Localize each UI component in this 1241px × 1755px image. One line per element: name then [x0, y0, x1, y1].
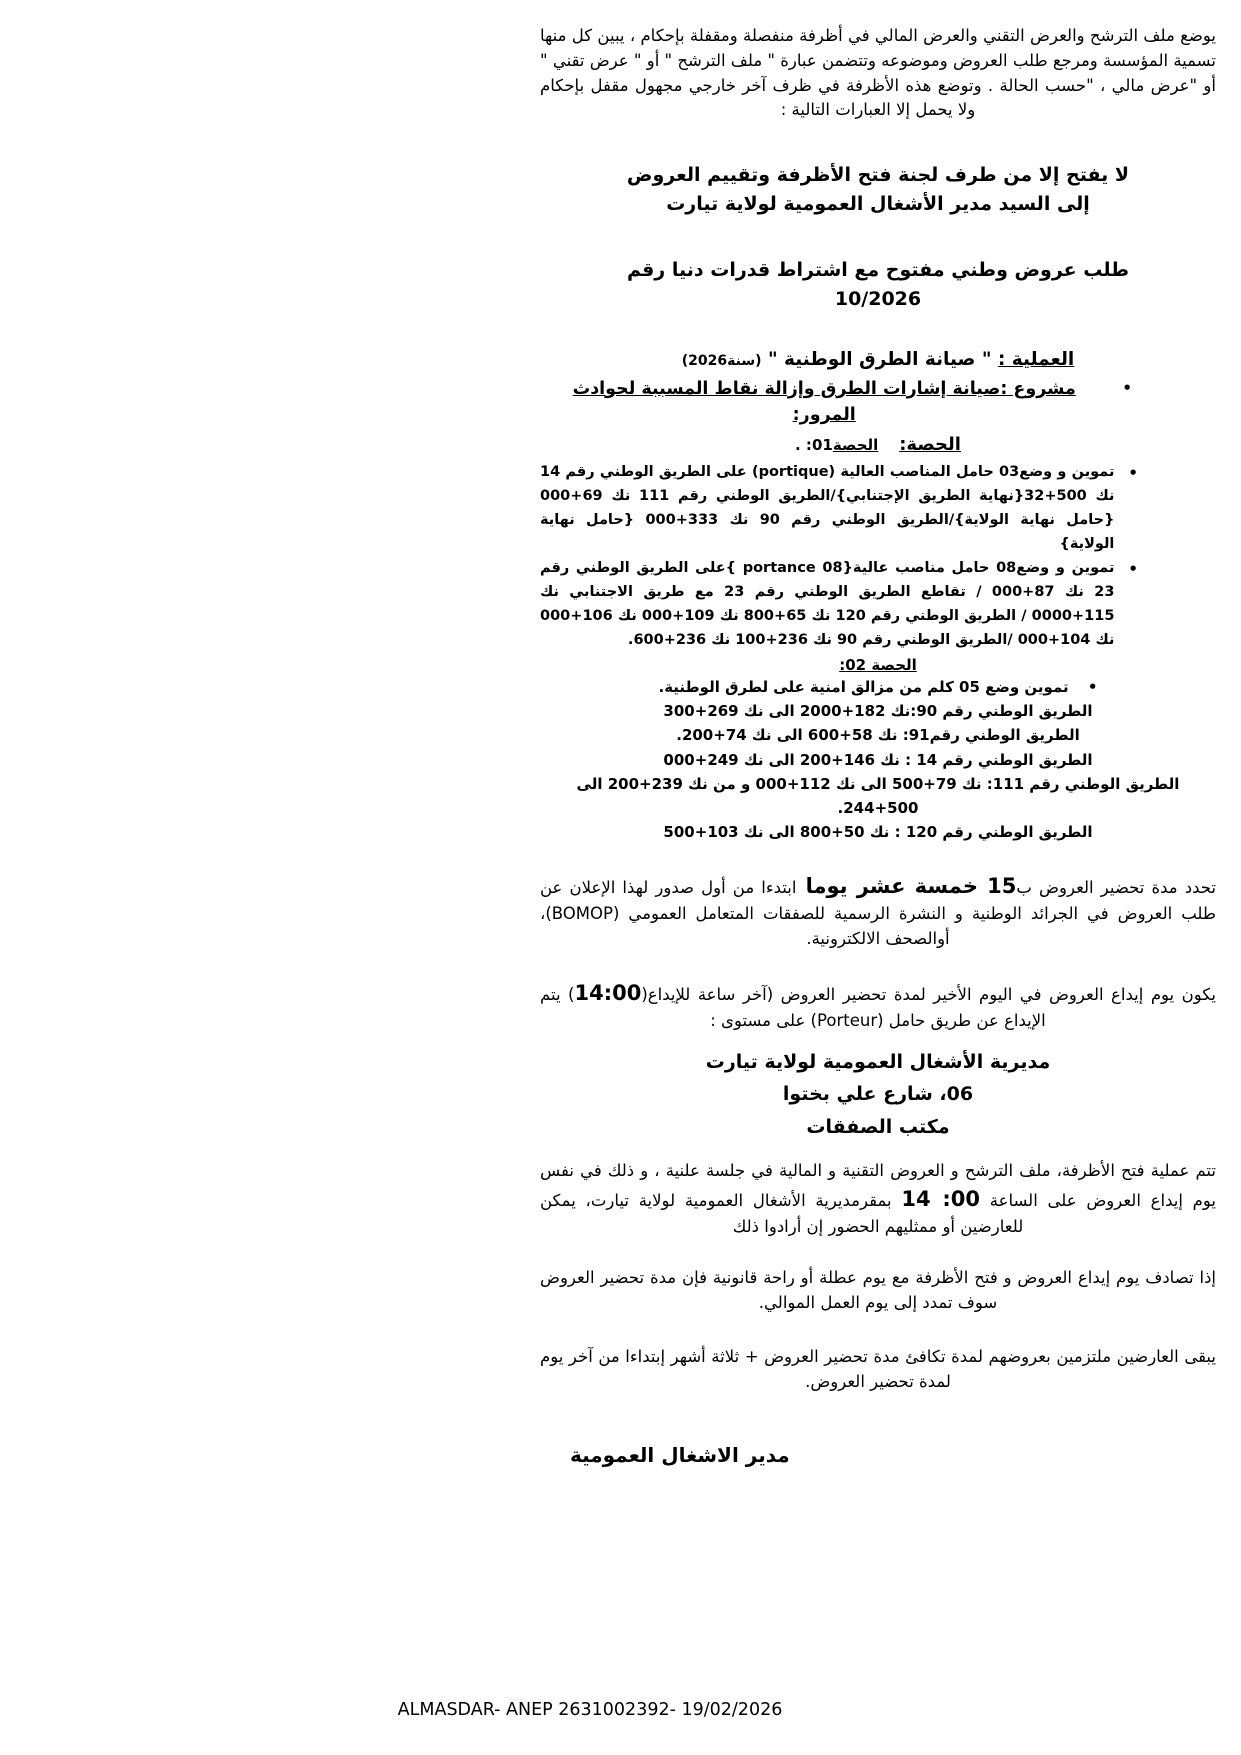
bullet-icon: •	[1087, 677, 1098, 696]
lot1-item2-text: تموين و وضع08 حامل مناصب عالية{portance 08 }على الطريق الوطني رقم 23 نك 87+000 / تقاطع الطريق الوطني رقم 23 مع طريق الاجتنابي نك 115+0000 / الطريق الوطني رقم 120 نك 65+800 نك 109+000 نك 106+000 نك 104+000 /الطريق الوطني رقم 90 نك 236+100 نك 236+600.	[540, 559, 1115, 648]
operation-heading	[540, 349, 1216, 370]
operation-label: العملية :	[997, 348, 1075, 370]
envelope-notice	[540, 161, 1216, 220]
deposit-paragraph	[540, 978, 1216, 1034]
list-item	[540, 557, 1216, 653]
deposit-pre: يكون يوم إيداع العروض في اليوم الأخير لمدة تحضير العروض (آخر ساعة للإيداع(	[641, 984, 1216, 1004]
road-line: الطريق الوطني رقم 14 : نك 146+200 الى نك 249+000	[663, 750, 1093, 769]
operation-title: " صيانة الطرق الوطنية "	[767, 348, 992, 370]
project-line2: المرور:	[792, 405, 856, 425]
envelope-notice-line1: لا يفتح إلا من طرف لجنة فتح الأظرفة وتقييم العروض	[626, 164, 1130, 186]
bullet-icon: •	[1128, 559, 1138, 578]
lot1-item1-text: تموين و وضع03 حامل المناصب العالية (portique) على الطريق الوطني رقم 14 نك 500+32{نهاية الطريق الإجتنابي}/الطريق الوطني رقم 111 نك 69+000 {حامل نهاية الولاية}/الطريق الوطني رقم 90 نك 333+000 {حامل نهاية الولاية}	[540, 464, 1115, 553]
prep-days-words: خمسة عشر يوما	[796, 873, 988, 898]
lot1-num: 01	[811, 436, 833, 455]
opening-time: 00: 14	[901, 1186, 981, 1211]
tender-title	[540, 256, 1216, 315]
address-block	[540, 1046, 1216, 1143]
bullet-icon: •	[1122, 378, 1132, 397]
project-line1: مشروع :صيانة إشارات الطرق وإزالة نقاط المسببة لحوادث	[572, 378, 1076, 399]
deposit-time: 14:00	[574, 980, 642, 1005]
road-line: الطريق الوطني رقم 90:نك 182+2000 الى نك 269+300	[663, 701, 1093, 720]
bullet-icon: •	[1128, 464, 1138, 483]
lot2-heading	[540, 656, 1216, 674]
anep-footer: ALMASDAR- ANEP 2631002392- 19/02/2026	[397, 1700, 783, 1720]
road-line: الطريق الوطني رقم 120 : نك 50+800 الى نك 103+500	[663, 823, 1093, 842]
lot1-heading	[540, 434, 1216, 455]
lot1-tail: : .	[795, 436, 812, 455]
lot1-name: الحصة	[832, 436, 879, 455]
commitment-paragraph: يبقى العارضين ملتزمين بعروضهم لمدة تكافئ مدة تحضير العروض + ثلاثة أشهر إبتداءا من آخر يوم لمدة تحضير العروض.	[540, 1347, 1216, 1392]
lot2-heading-text: الحصة 02:	[839, 655, 917, 674]
lot2-intro	[540, 675, 1216, 699]
road-line: الطريق الوطني رقم 111: نك 79+500 الى نك 112+000 و من نك 239+200 الى 500+244.	[576, 774, 1180, 818]
address-line2: 06، شارع علي بختوا	[782, 1083, 974, 1106]
tender-title-line: طلب عروض وطني مفتوح مع اشتراط قدرات دنيا رقم	[626, 258, 1130, 281]
address-line1: مديرية الأشغال العمومية لولاية تيارت	[705, 1050, 1051, 1073]
opening-paragraph	[540, 1159, 1216, 1240]
address-line3: مكتب الصفقات	[806, 1115, 950, 1138]
lot2-intro-text: تموين وضع 05 كلم من مزالق امنية على لطرق الوطنية.	[658, 677, 1069, 696]
prep-post: ابتدءا من أول صدور لهذا الإعلان عن طلب العروض في الجرائد الوطنية و النشرة الرسمية للصفقات المتعامل العمومي (BOMOP)، أوالصحف الالكترونية.	[540, 877, 1216, 948]
opening-pre: تتم عملية فتح الأظرفة، ملف الترشح و العروض التقنية و المالية في جلسة علنية ، و ذلك في نفس يوم إيداع العروض على الساعة	[540, 1160, 1216, 1210]
intro-paragraph: يوضع ملف الترشح والعرض التقني والعرض المالي في أظرفة منفصلة ومقفلة بإحكام ، يبين كل منها تسمية المؤسسة ومرجع طلب العروض وموضوعه وتتضمن عبارة " ملف الترشح " أو " عرض تقني " أو "عرض مالي ، "حسب الحالة . وتوضع هذه الأظرفة في ظرف آخر خارجي مجهول مقفل بإحكام ولا يحمل إلا العبارات التالية :	[540, 26, 1216, 120]
signature-title: مدير الاشغال العمومية	[570, 1442, 790, 1467]
list-item	[540, 461, 1216, 557]
tender-number: 10/2026	[834, 288, 922, 311]
prep-pre: تحدد مدة تحضير العروض ب	[1016, 877, 1216, 897]
lot1-items	[540, 461, 1216, 652]
operation-year: (سنة2026)	[681, 352, 762, 369]
lot1-label: الحصة:	[899, 434, 961, 456]
opening-post: بمقرمديرية الأشغال العمومية لولاية تيارت، يمكن للعارضين أو ممثليهم الحضور إن أرادوا ذلك	[540, 1190, 1024, 1237]
holiday-paragraph: إذا تصادف يوم إيداع العروض و فتح الأظرفة مع يوم عطلة أو راحة قانونية فإن مدة تحضير العروض سوف تمدد إلى يوم العمل الموالي.	[540, 1267, 1216, 1312]
road-line: الطريق الوطني رقم91: نك 58+600 الى نك 74+200.	[676, 726, 1080, 745]
preparation-paragraph	[540, 871, 1216, 952]
prep-days-number: 15	[987, 873, 1017, 898]
project-heading	[540, 376, 1216, 429]
envelope-notice-line2: إلى السيد مدير الأشغال العمومية لولاية تيارت	[666, 193, 1090, 216]
deposit-post: ) يتم الإيداع عن طريق حامل (Porteur) على مستوى :	[540, 984, 1046, 1031]
project-text	[540, 376, 1108, 429]
announcement-body	[540, 24, 1216, 1467]
